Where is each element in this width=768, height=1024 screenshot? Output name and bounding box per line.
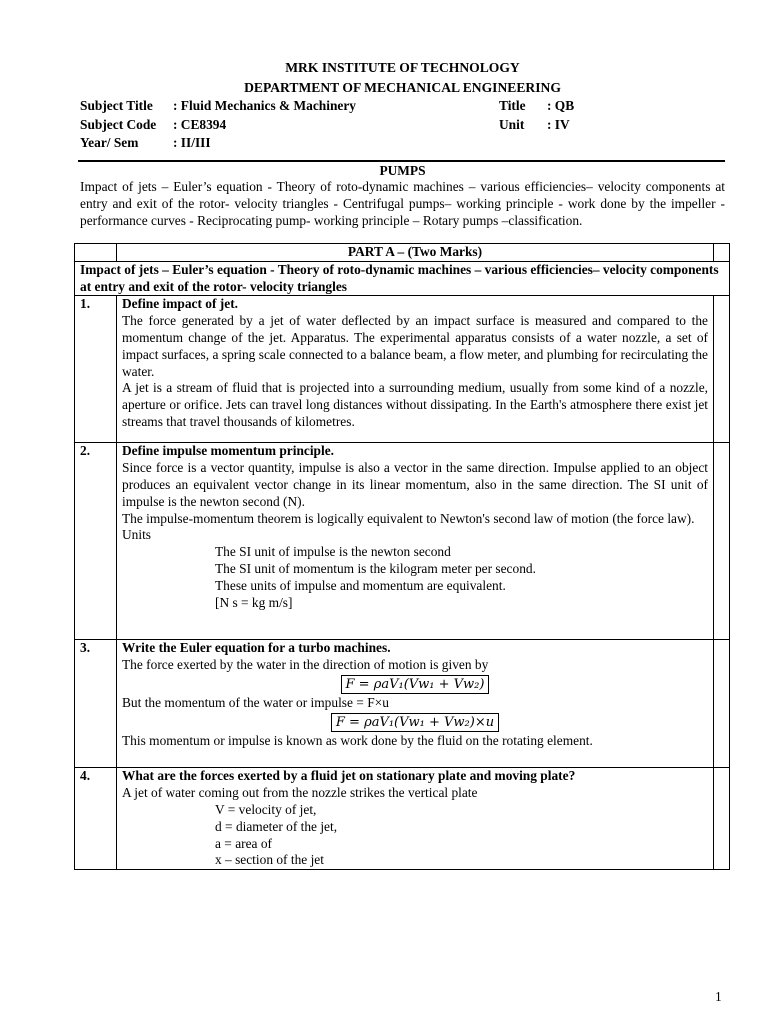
answer-line: This momentum or impulse is known as work done by the fluid on the rotating element. (122, 732, 593, 748)
title-value: : QB (547, 98, 575, 113)
table-row (75, 768, 730, 870)
definition-line: x – section of the jet (215, 852, 324, 868)
answer-line: The force exerted by the water in the direction of motion is given by (122, 657, 489, 673)
answer-paragraph: The force generated by a jet of water deflected by an impact surface is measured and compared to the momentum change of the jet. Apparatus. The experimental apparatus consists of a water nozzle, a set of impact surfaces, a spring scale connected to a balance beam, a flow meter, and plumbing for recirculating the water. (122, 313, 708, 379)
question-title: What are the forces exerted by a fluid jet on stationary plate and moving plate? (122, 768, 576, 784)
table-row (75, 443, 730, 640)
answer-paragraph: The impulse-momentum theorem is logically equivalent to Newton's second law of motion (the force law). (122, 510, 695, 526)
question-cell (117, 296, 714, 443)
question-number: 3. (75, 640, 117, 768)
question-cell (117, 640, 714, 768)
meta-row-year-sem (80, 135, 725, 154)
marks-cell (714, 443, 730, 640)
question-number: 1. (75, 296, 117, 443)
topic-heading: PUMPS (379, 162, 426, 178)
title-label: Title (499, 98, 526, 113)
formula-work: F = ρaV₁(Vw₁ + Vw₂)×u (331, 713, 499, 732)
unit-value: : IV (547, 116, 570, 132)
part-heading-row (75, 244, 730, 262)
units-line: These units of impulse and momentum are equivalent. (215, 577, 506, 593)
definition-line: d = diameter of the jet, (215, 818, 338, 834)
formula-force: F = ρaV₁(Vw₁ + Vw₂) (341, 675, 490, 694)
topic-syllabus: Impact of jets – Euler’s equation - Theory of roto-dynamic machines – various efficiencies– velocity components at entry and exit of the rotor- velocity triangles - Centrifugal pumps– working principle - work done by the impeller - performance curves - Reciprocating pump- working principle – Rotary pumps –classification. (80, 179, 725, 228)
year-sem-value: : II/III (173, 135, 211, 150)
answer-line: But the momentum of the water or impulse = F×u (122, 694, 389, 710)
answer-line: A jet of water coming out from the nozzle strikes the vertical plate (122, 785, 478, 801)
question-title: Define impulse momentum principle. (122, 443, 335, 459)
question-cell (117, 443, 714, 640)
subject-code-value: : CE8394 (173, 116, 227, 132)
answer-paragraph: A jet is a stream of fluid that is projected into a surrounding medium, usually from some kind of a nozzle, aperture or orifice. Jets can travel long distances without dissipating. In the Earth's atmosphere there exist jet streams that travel thousands of kilometres. (122, 380, 708, 429)
meta-row-subject-code (80, 117, 725, 136)
subject-code-label: Subject Code (80, 116, 157, 132)
unit-label: Unit (499, 116, 525, 132)
question-number: 2. (75, 443, 117, 640)
part-heading-marks (714, 244, 730, 262)
header-divider (78, 160, 725, 162)
units-line: The SI unit of momentum is the kilogram meter per second. (215, 560, 536, 576)
formula-box (122, 674, 708, 695)
part-heading-blank (75, 244, 117, 262)
year-sem-label: Year/ Sem (80, 135, 139, 150)
units-label: Units (122, 527, 152, 543)
document-header (80, 58, 725, 230)
subject-title-value: : Fluid Mechanics & Machinery (173, 98, 356, 113)
question-cell (117, 768, 714, 870)
marks-cell (714, 640, 730, 768)
marks-cell (714, 296, 730, 443)
answer-paragraph: Since force is a vector quantity, impulse is also a vector in the same direction. Impulse applied to an object produces an equivalent vector change in its linear momentum, also in the same direction. The SI unit of impulse is the newton second (N). (122, 460, 708, 509)
units-line: [N s = kg m/s] (215, 594, 293, 610)
units-line: The SI unit of impulse is the newton second (215, 544, 451, 560)
table-row (75, 296, 730, 443)
definition-line: a = area of (215, 835, 272, 851)
question-title: Write the Euler equation for a turbo machines. (122, 640, 391, 656)
formula-box (122, 712, 708, 733)
question-title: Define impact of jet. (122, 296, 239, 312)
part-heading: PART A – (Two Marks) (117, 244, 714, 262)
definition-line: V = velocity of jet, (215, 801, 317, 817)
table-row (75, 640, 730, 768)
subject-title-label: Subject Title (80, 98, 153, 113)
section-heading: Impact of jets – Euler’s equation - Theory of roto-dynamic machines – various efficiencies– velocity components at entry and exit of the rotor- velocity triangles (75, 261, 730, 296)
question-bank-table (74, 243, 730, 870)
section-heading-row (75, 261, 730, 296)
question-number: 4. (75, 768, 117, 870)
meta-row-subject-title (80, 98, 725, 117)
department-name: DEPARTMENT OF MECHANICAL ENGINEERING (244, 80, 561, 95)
institute-name: MRK INSTITUTE OF TECHNOLOGY (285, 60, 520, 75)
page-number: 1 (715, 989, 722, 1004)
marks-cell (714, 768, 730, 870)
